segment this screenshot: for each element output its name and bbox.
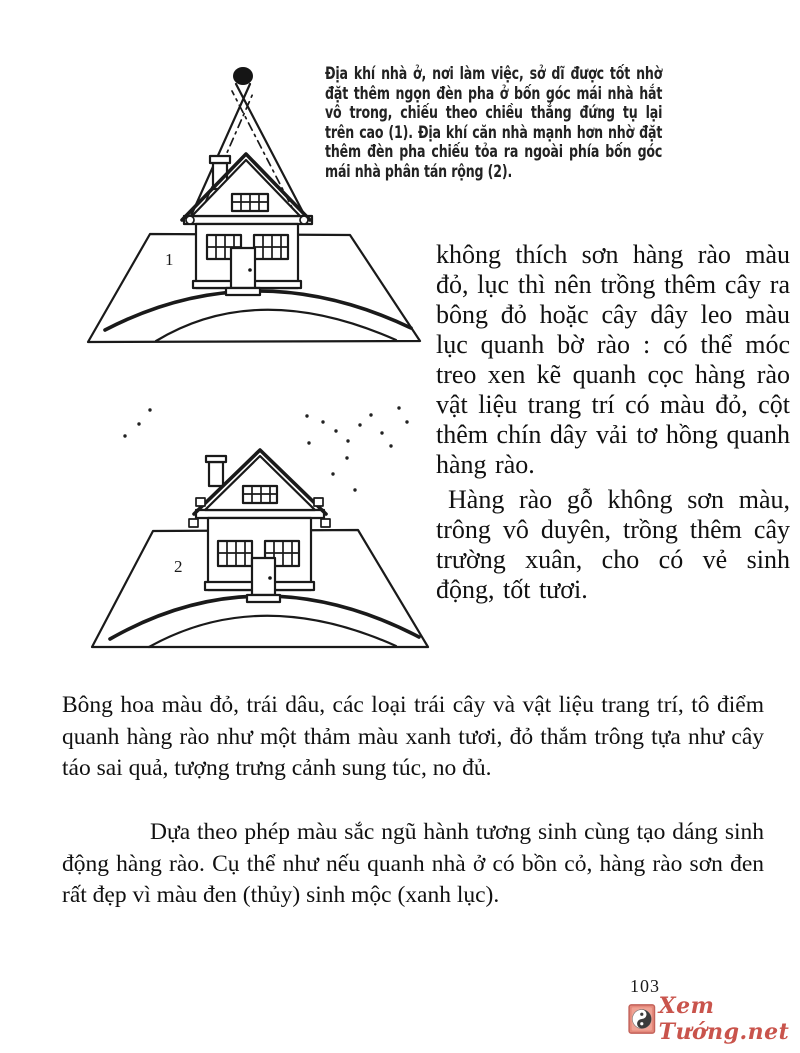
figure-2-label: 2	[174, 557, 183, 576]
door	[247, 558, 280, 602]
yin-yang-icon	[628, 998, 656, 1040]
watermark-text: Xem Tướng.net	[658, 993, 790, 1045]
paragraph: Hàng rào gỗ không sơn màu, trông vô duyên, trồng thêm cây trường xuân, cho có vẻ sinh động, tốt tươi.	[436, 485, 790, 604]
paragraph: Bông hoa màu đỏ, trái dâu, các loại trái cây và vật liệu trang trí, tô điểm quanh hàng rào như một thảm màu xanh tươi, đỏ thắm trông tựa như cây táo sai quả, tượng trưng cảnh sung túc, no đủ.	[62, 692, 764, 781]
left-window	[218, 541, 252, 566]
figure-1-illustration	[80, 58, 430, 398]
figure-caption: Địa khí nhà ở, nơi làm việc, sở dĩ được tốt nhờ đặt thêm ngọn đèn pha ở bốn góc mái nhà hắt vô trong, chiếu theo chiều thẳng đứng tụ lại trên cao (1). Địa khí căn nhà mạnh hơn nhờ đặt thêm đèn pha chiếu tỏa ra ngoài phía bốn góc mái nhà phân tán rộng (2).	[325, 64, 663, 181]
paragraph: Dựa theo phép màu sắc ngũ hành tương sinh cùng tạo dáng sinh động hàng rào. Cụ thể như nếu quanh nhà ở có bồn cỏ, hàng rào sơn đen rất đẹp vì màu đen (thủy) sinh mộc (xanh lục).	[62, 819, 764, 908]
right-window	[254, 235, 288, 259]
attic-window	[232, 194, 268, 211]
door	[226, 248, 260, 295]
watermark	[628, 993, 800, 1045]
page-number: 103	[630, 976, 660, 996]
right-text-column	[436, 240, 790, 605]
figure-2-illustration	[55, 398, 440, 670]
attic-window	[243, 486, 277, 503]
figure-2-house	[189, 450, 330, 602]
figure-1-label: 1	[165, 250, 174, 269]
converging-light-point	[233, 67, 253, 85]
paragraph: không thích sơn hàng rào màu đỏ, lục thì nên trồng thêm cây ra bông đỏ hoặc cây dây leo màu lục quanh bờ rào : có thể móc treo xen kẽ quanh cọc hàng rào vật liệu trang trí có màu đỏ, cột thêm chín dây vải tơ hồng quanh hàng rào.	[436, 240, 790, 479]
figure-1-house	[182, 154, 312, 295]
